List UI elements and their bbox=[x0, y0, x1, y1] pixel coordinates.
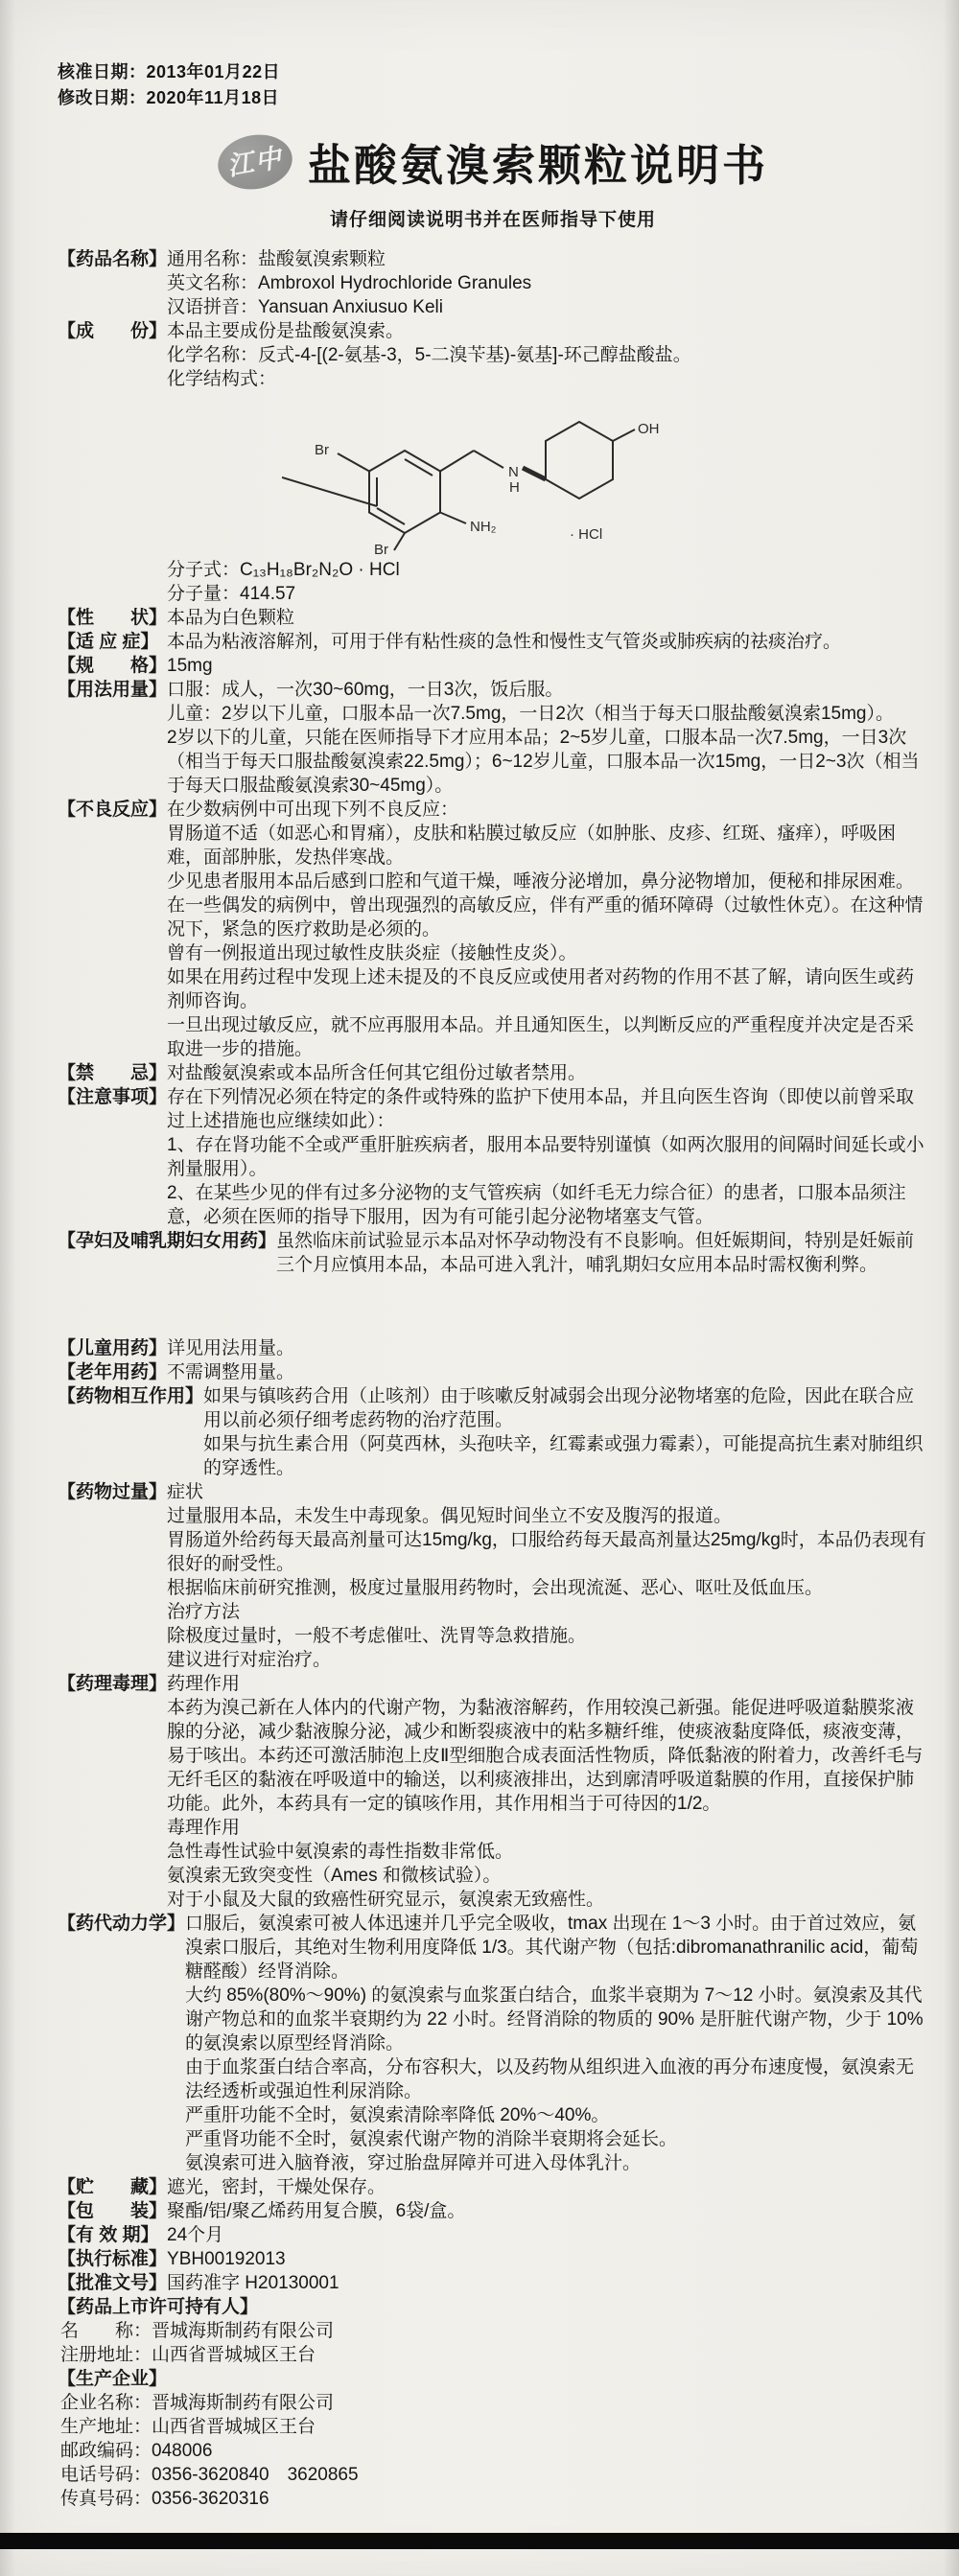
paragraph: 存在下列情况必须在特定的条件或特殊的监护下使用本品，并且向医生咨询（即使以前曾采取过上述措施也应继续如此）： bbox=[167, 1087, 915, 1131]
atom-label-br-bottom: Br bbox=[374, 542, 389, 556]
page-title: 盐酸氨溴索颗粒说明书 bbox=[307, 141, 768, 190]
paragraph: 化学名称：反式-4-[(2-氨基-3，5-二溴苄基)-氨基]-环己醇盐酸盐。 bbox=[167, 345, 691, 365]
paragraph: 口服：成人，一次30~60mg，一日3次，饭后服。 bbox=[167, 680, 564, 700]
approval-date: 核准日期：2013年01月22日 bbox=[58, 62, 281, 81]
paragraph: 国药准字 H20130001 bbox=[167, 2273, 339, 2293]
section-label: 【生产企业】 bbox=[58, 2369, 168, 2389]
paragraph: 曾有一例报道出现过敏性皮肤炎症（接触性皮炎）。 bbox=[167, 943, 577, 963]
section-pediatric-use bbox=[58, 1336, 928, 1360]
paragraph: 除极度过量时，一般不考虑催吐、洗胃等急救措施。 bbox=[167, 1626, 587, 1646]
section-composition bbox=[58, 319, 928, 606]
paragraph: 胃肠道外给药每天最高剂量可达15mg/kg，口服给药每天最高剂量达25mg/kg时，本品仍表现有很好的耐受性。 bbox=[167, 1530, 926, 1574]
paragraph: 如果在用药过程中发现上述未提及的不良反应或使用者对药物的作用不甚了解，请向医生或药剂师咨询。 bbox=[167, 967, 915, 1011]
atom-label-br-top: Br bbox=[315, 442, 330, 458]
section-manufacturer bbox=[58, 2367, 928, 2511]
paragraph: 少见患者服用本品后感到口腔和气道干燥，唾液分泌增加，鼻分泌物增加，便秘和排尿困难。 bbox=[167, 871, 915, 892]
section-precautions bbox=[58, 1085, 928, 1229]
paragraph: 氨溴索无致突变性（Ames 和微核试验）。 bbox=[167, 1866, 502, 1886]
paragraph: 一旦出现过敏反应，就不应再服用本品。并且通知医生，以判断反应的严重程度并决定是否采取进一步的措施。 bbox=[167, 1015, 915, 1059]
section-license-holder bbox=[58, 2295, 928, 2367]
section-approval-number bbox=[58, 2271, 928, 2295]
paragraph: 过量服用本品，未发生中毒现象。偶见短时间坐立不安及腹泻的报道。 bbox=[167, 1506, 733, 1526]
paragraph: YBH00192013 bbox=[167, 2249, 286, 2269]
paragraph: 英文名称：Ambroxol Hydrochloride Granules bbox=[167, 273, 532, 293]
section-label: 【注意事项】 bbox=[58, 1087, 168, 1107]
section-label: 【适 应 症】 bbox=[58, 632, 159, 652]
section-drug-interactions bbox=[58, 1384, 928, 1480]
section-label: 【禁 忌】 bbox=[58, 1063, 168, 1083]
chemical-structure-figure bbox=[282, 395, 928, 556]
manufacturer-address: 生产地址：山西省晋城城区王台 bbox=[60, 2417, 316, 2437]
paragraph: 药理作用 bbox=[167, 1674, 241, 1694]
paragraph: 详见用法用量。 bbox=[167, 1338, 295, 1358]
molecular-formula: 分子式：C₁₃H₁₈Br₂N₂O · HCl bbox=[167, 560, 400, 580]
section-pharmacology-toxicology bbox=[58, 1672, 928, 1912]
paragraph: 对盐酸氨溴索或本品所含任何其它组份过敏者禁用。 bbox=[167, 1063, 587, 1083]
paragraph: 2岁以下的儿童，只能在医师指导下才应用本品；2~5岁儿童，口服本品一次7.5mg，一日3次（相当于每天口服盐酸氨溴索22.5mg）；6~12岁儿童，口服本品一次15mg，一日2~3次（相当于每天口服盐酸氨溴索30~45mg）。 bbox=[167, 728, 920, 796]
usage-warning: 请仔细阅读说明书并在医师指导下使用 bbox=[329, 210, 656, 230]
section-label: 【有 效 期】 bbox=[58, 2225, 159, 2245]
section-packaging bbox=[58, 2199, 928, 2223]
section-label: 【成 份】 bbox=[58, 321, 168, 341]
section-description bbox=[58, 606, 928, 630]
paragraph: 对于小鼠及大鼠的致癌性研究显示，氨溴索无致癌性。 bbox=[167, 1890, 605, 1910]
section-label: 【儿童用药】 bbox=[58, 1338, 168, 1358]
paragraph: 儿童：2岁以下儿童，口服本品一次7.5mg，一日2次（相当于每天口服盐酸氨溴索15mg）。 bbox=[167, 704, 894, 724]
section-label: 【药品名称】 bbox=[58, 249, 168, 269]
paragraph: 大约 85%(80%～90%) 的氨溴索与血浆蛋白结合，血浆半衰期为 7～12 小时。氨溴索及其代谢产物总和的血浆半衰期约为 22 小时。经肾消除的物质的 90% 是肝脏代谢产物，少于 10% 的氨溴索以原型经肾消除。 bbox=[185, 1985, 924, 2054]
paragraph: 汉语拼音：Yansuan Anxiusuo Keli bbox=[167, 297, 443, 317]
leaflet-body bbox=[58, 247, 928, 2511]
paragraph: 急性毒性试验中氨溴索的毒性指数非常低。 bbox=[167, 1842, 514, 1862]
manufacturer-postcode: 邮政编码：048006 bbox=[60, 2441, 213, 2461]
section-label: 【不良反应】 bbox=[58, 800, 168, 820]
section-drug-name bbox=[58, 247, 928, 319]
leaflet-header bbox=[58, 130, 928, 193]
paragraph: 本品主要成份是盐酸氨溴索。 bbox=[167, 321, 405, 341]
brand-logo: 江中 bbox=[214, 128, 297, 195]
section-dosage bbox=[58, 678, 928, 798]
section-label: 【孕妇及哺乳期妇女用药】 bbox=[58, 1231, 277, 1251]
paragraph: 毒理作用 bbox=[167, 1818, 241, 1838]
atom-label-h: H bbox=[509, 479, 520, 496]
paragraph: 如果与抗生素合用（阿莫西林，头孢呋辛，红霉素或强力霉素），可能提高抗生素对肺组织的穿透性。 bbox=[203, 1434, 924, 1478]
molecular-weight: 分子量：414.57 bbox=[167, 584, 296, 604]
paragraph: 胃肠道不适（如恶心和胃痛），皮肤和粘膜过敏反应（如肿胀、皮疹、红斑、瘙痒），呼吸困难，面部肿胀，发热伴寒战。 bbox=[167, 824, 897, 868]
revision-date: 修改日期：2020年11月18日 bbox=[58, 88, 280, 107]
paragraph: 聚酯/铝/聚乙烯药用复合膜，6袋/盒。 bbox=[167, 2201, 466, 2221]
paragraph: 遮光，密封，干燥处保存。 bbox=[167, 2177, 386, 2197]
paragraph: 虽然临床前试验显示本品对怀孕动物没有不良影响。但妊娠期间，特别是妊娠前三个月应慎用本品，本品可进入乳汁，哺乳期妇女应用本品时需权衡利弊。 bbox=[276, 1231, 915, 1275]
section-adverse-reactions bbox=[58, 798, 928, 1061]
atom-label-amine: NH₂ bbox=[470, 519, 497, 535]
section-label: 【批准文号】 bbox=[58, 2273, 168, 2293]
section-overdose bbox=[58, 1480, 928, 1672]
atom-label-n: N bbox=[508, 464, 519, 480]
section-label: 【包 装】 bbox=[58, 2201, 168, 2221]
section-label: 【贮 藏】 bbox=[58, 2177, 168, 2197]
holder-name: 名 称：晋城海斯制药有限公司 bbox=[60, 2321, 335, 2341]
section-label: 【药代动力学】 bbox=[58, 1914, 186, 1934]
paragraph: 口服后，氨溴索可被人体迅速并几乎完全吸收，tmax 出现在 1～3 小时。由于首过效应，氨溴索口服后，其绝对生物利用度降低 1/3。其代谢产物（包括:dibromanathranilic acid，葡萄糖醛酸）经肾消除。 bbox=[185, 1914, 919, 1982]
section-label: 【规 格】 bbox=[58, 656, 168, 676]
paragraph: 由于血浆蛋白结合率高，分布容积大，以及药物从组织进入血液的再分布速度慢，氨溴索无法经透析或强迫性利尿消除。 bbox=[185, 2057, 915, 2101]
chemical-structure-drawing bbox=[282, 395, 666, 556]
salt-label-hcl: · HCl bbox=[570, 526, 603, 543]
paragraph: 严重肾功能不全时，氨溴索代谢产物的消除半衰期将会延长。 bbox=[185, 2129, 678, 2149]
section-label: 【药理毒理】 bbox=[58, 1674, 168, 1694]
paragraph: 氨溴索可进入脑脊液，穿过胎盘屏障并可进入母体乳汁。 bbox=[185, 2153, 642, 2173]
section-executive-standard bbox=[58, 2247, 928, 2271]
section-storage bbox=[58, 2175, 928, 2199]
section-shelf-life bbox=[58, 2223, 928, 2247]
manufacturer-name: 企业名称：晋城海斯制药有限公司 bbox=[60, 2393, 335, 2413]
scan-bottom-bar bbox=[0, 2533, 959, 2549]
section-geriatric-use bbox=[58, 1360, 928, 1384]
manufacturer-phone: 电话号码：0356-3620840 3620865 bbox=[60, 2465, 359, 2485]
paragraph: 建议进行对症治疗。 bbox=[167, 1650, 332, 1670]
section-label: 【药品上市许可持有人】 bbox=[58, 2297, 259, 2317]
section-label: 【用法用量】 bbox=[58, 680, 168, 700]
paragraph: 1、存在肾功能不全或严重肝脏疾病者，服用本品要特别谨慎（如两次服用的间隔时间延长或小剂量服用）。 bbox=[167, 1135, 924, 1179]
paragraph: 严重肝功能不全时，氨溴索清除率降低 20%～40%。 bbox=[185, 2105, 610, 2125]
paragraph: 化学结构式： bbox=[167, 369, 277, 389]
paragraph: 2、在某些少见的伴有过多分泌物的支气管疾病（如纤毛无力综合征）的患者，口服本品须注意，必须在医师的指导下服用，因为有可能引起分泌物堵塞支气管。 bbox=[167, 1183, 906, 1227]
date-block bbox=[58, 59, 928, 111]
section-label: 【执行标准】 bbox=[58, 2249, 168, 2269]
section-label: 【老年用药】 bbox=[58, 1362, 168, 1382]
section-pregnancy-lactation bbox=[58, 1229, 928, 1277]
holder-registered-address: 注册地址：山西省晋城城区王台 bbox=[60, 2345, 316, 2365]
paragraph: 本品为白色颗粒 bbox=[167, 608, 295, 628]
section-strength bbox=[58, 654, 928, 678]
paragraph: 24个月 bbox=[167, 2225, 224, 2245]
paragraph: 如果与镇咳药合用（止咳剂）由于咳嗽反射减弱会出现分泌物堵塞的危险，因此在联合应用以前必须仔细考虑药物的治疗范围。 bbox=[203, 1386, 915, 1430]
paragraph: 根据临床前研究推测，极度过量服用药物时，会出现流涎、恶心、呕吐及低血压。 bbox=[167, 1578, 824, 1598]
paragraph: 在少数病例中可出现下列不良反应： bbox=[167, 800, 459, 820]
paragraph: 症状 bbox=[167, 1482, 204, 1502]
paragraph: 通用名称：盐酸氨溴索颗粒 bbox=[167, 249, 386, 269]
section-pharmacokinetics bbox=[58, 1912, 928, 2175]
section-label: 【性 状】 bbox=[58, 608, 168, 628]
paragraph: 本药为溴己新在人体内的代谢产物，为黏液溶解药，作用较溴己新强。能促进呼吸道黏膜浆液腺的分泌，减少黏液腺分泌，减少和断裂痰液中的粘多糖纤维，使痰液黏度降低，痰液变薄，易于咳出。本药还可激活肺泡上皮Ⅱ型细胞合成表面活性物质，降低黏液的附着力，改善纤毛与无纤毛区的黏液在呼吸道中的输送，以利痰液排出，达到廓清呼吸道黏膜的作用，直接保护肺功能。此外，本药具有一定的镇咳作用，其作用相当于可待因的1/2。 bbox=[167, 1698, 924, 1814]
paragraph: 本品为粘液溶解剂，可用于伴有粘性痰的急性和慢性支气管炎或肺疾病的祛痰治疗。 bbox=[167, 632, 842, 652]
paragraph: 15mg bbox=[167, 656, 213, 676]
section-contraindications bbox=[58, 1061, 928, 1085]
paragraph: 在一些偶发的病例中，曾出现强烈的高敏反应，伴有严重的循环障碍（过敏性休克）。在这种情况下，紧急的医疗救助是必须的。 bbox=[167, 895, 924, 940]
section-label: 【药物过量】 bbox=[58, 1482, 168, 1502]
paragraph: 不需调整用量。 bbox=[167, 1362, 295, 1382]
section-label: 【药物相互作用】 bbox=[58, 1386, 204, 1406]
section-indications bbox=[58, 630, 928, 654]
atom-label-oh: OH bbox=[638, 421, 660, 437]
manufacturer-fax: 传真号码：0356-3620316 bbox=[60, 2489, 269, 2509]
paragraph: 治疗方法 bbox=[167, 1602, 241, 1622]
